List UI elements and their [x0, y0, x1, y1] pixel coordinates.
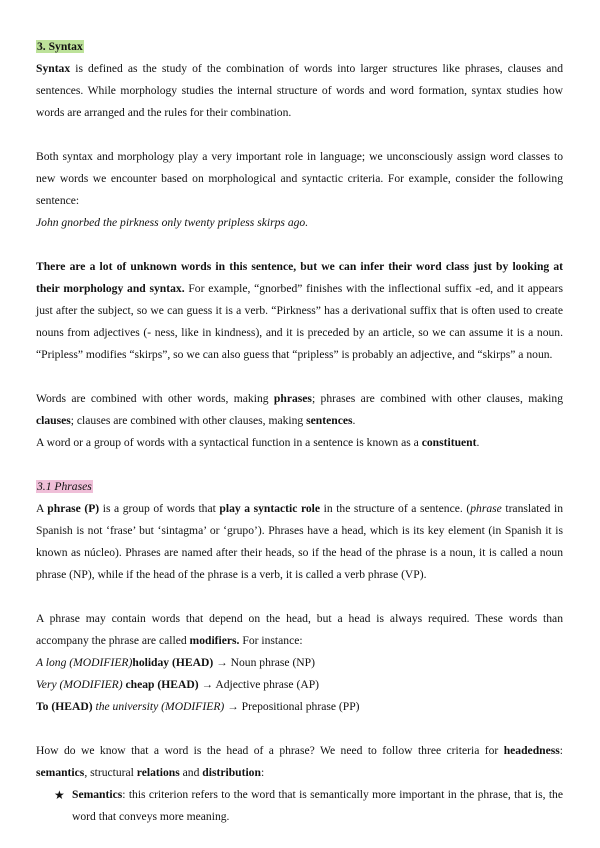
paragraph-headedness: How do we know that a word is the head of a phrase? We need to follow three criteria for headedness: semantics, structural relations and distribution: [36, 744, 563, 779]
term-syntax: Syntax [36, 62, 71, 75]
heading-phrases: 3.1 Phrases [37, 480, 92, 493]
example-noun-phrase: A long (MODIFIER)holiday (HEAD) → Noun phrase (NP) [36, 656, 315, 669]
example-sentence: John gnorbed the pirkness only twenty pripless skirps ago. [36, 216, 309, 229]
document-page [36, 36, 563, 828]
paragraph-phrase-definition: A phrase (P) is a group of words that play a syntactic role in the structure of a sentence. (phrase translated in Spanish is not ‘frase’ but ‘sintagma’ or ‘grupo’). Phrases have a head, which is its key element (in Spanish it is known as núcleo). Phrases are named after their heads, so if the head of the phrase is a noun, it is called a noun phrase (NP), while if the head of the phrase is a verb, it is called a verb phrase (VP). [36, 502, 563, 581]
subsection-heading [36, 476, 563, 498]
paragraph-morphology: Both syntax and morphology play a very important role in language; we unconsciously assign word classes to new words we encounter based on morphological and syntactic criteria. For example, consider the following sentence: [36, 150, 563, 207]
example-prepositional-phrase: To (HEAD) the university (MODIFIER) → Prepositional phrase (PP) [36, 700, 360, 713]
list-item: ★ Semantics: this criterion refers to the word that is semantically more important in the phrase, that is, the word that conveys more meaning. [72, 784, 563, 828]
paragraph-constituent: A word or a group of words with a syntactical function in a sentence is known as a constituent. [36, 436, 480, 449]
section-heading [36, 36, 563, 58]
paragraph-inference: There are a lot of unknown words in this sentence, but we can infer their word class just by looking at their morphology and syntax. For example, “gnorbed” finishes with the inflectional suffix -ed, and it appears just after the subject, so we can guess it is a verb. “Pirkness” has a derivational suffix that is often used to create nouns from adjectives (- ness, like in kindness), and it is preceded by an article, so we can assume it is a noun. “Pripless” modifies “skirps”, so we can also guess that “pripless” is probably an adjective, and “skirps” a noun. [36, 260, 563, 361]
star-bullet-icon: ★ [54, 788, 65, 802]
paragraph-modifiers: A phrase may contain words that depend on the head, but a head is always required. These words than accompany the phrase are called modifiers. For instance: [36, 612, 563, 647]
heading-syntax: 3. Syntax [37, 40, 83, 53]
paragraph-combination: Words are combined with other words, making phrases; phrases are combined with other clauses, making clauses; clauses are combined with other clauses, making sentences. [36, 392, 563, 427]
paragraph-syntax-definition: Syntax is defined as the study of the combination of words into larger structures like phrases, clauses and sentences. While morphology studies the internal structure of words and word formation, syntax studies how words are arranged and the rules for their combination. [36, 62, 563, 119]
criteria-list [36, 784, 563, 828]
example-adjective-phrase: Very (MODIFIER) cheap (HEAD) → Adjective phrase (AP) [36, 678, 320, 691]
